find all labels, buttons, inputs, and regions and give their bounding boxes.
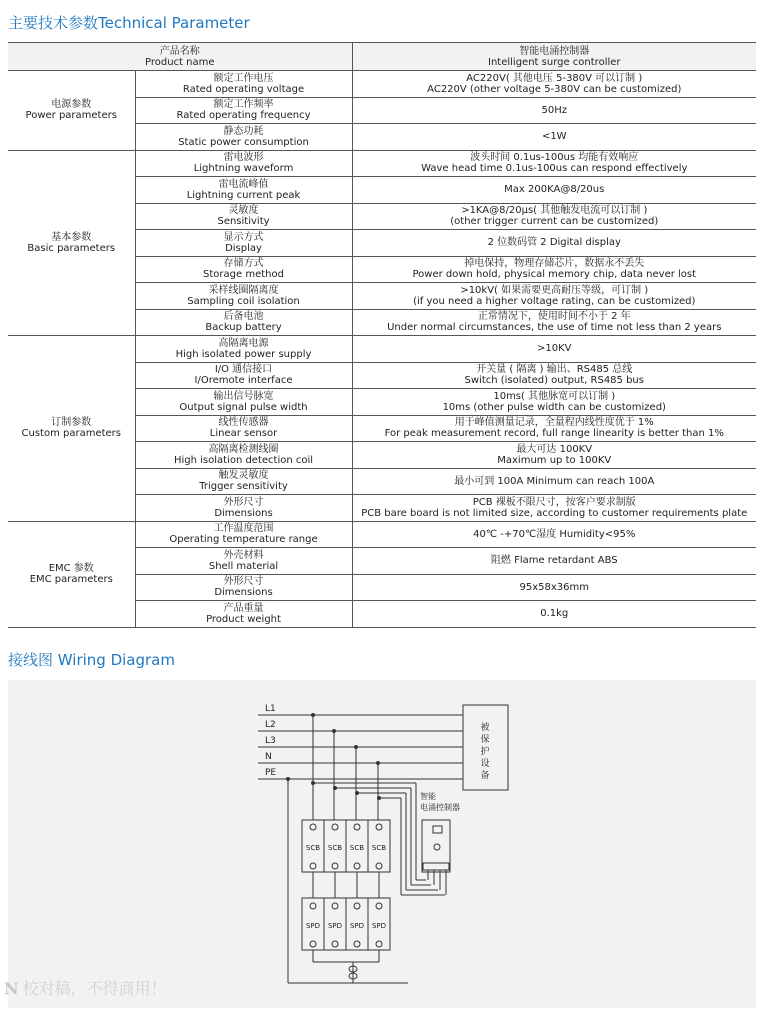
param-name: 触发灵敏度 Trigger sensitivity: [135, 468, 352, 495]
param-name: 雷电流峰值 Lightning current peak: [135, 177, 352, 204]
label-n: N: [265, 752, 272, 762]
param-name: 外壳材料 Shell material: [135, 548, 352, 575]
technical-parameter-title: 主要技术参数Technical Parameter: [8, 14, 250, 32]
protected-device-char: 被: [480, 723, 490, 733]
param-name: 额定工作频率 Rated operating frequency: [135, 97, 352, 124]
scb-label: SCB: [349, 844, 365, 852]
param-name: 外形尺寸 Dimensions: [135, 495, 352, 522]
watermark: [4, 976, 167, 999]
param-name: 输出信号脉宽 Output signal pulse width: [135, 389, 352, 416]
label-l3: L3: [265, 736, 276, 746]
table-row: [8, 336, 756, 363]
param-value: <1W: [352, 124, 756, 151]
param-name: 静态功耗 Static power consumption: [135, 124, 352, 151]
group-custom-parameters: 订制参数 Custom parameters: [8, 336, 135, 522]
watermark-text: 校对稿，不得商用！: [22, 979, 167, 998]
param-value: 10ms( 其他脉宽可以订制 ) 10ms (other pulse width can be customized): [352, 389, 756, 416]
scb-label: SCB: [305, 844, 321, 852]
protected-device-char: 护: [480, 747, 490, 757]
param-name: 工作温度范围 Operating temperature range: [135, 521, 352, 548]
param-value: 最大可达 100KV Maximum up to 100KV: [352, 442, 756, 469]
param-name: 高隔离电源 High isolated power supply: [135, 336, 352, 363]
technical-parameter-table: [8, 42, 756, 628]
label-l2: L2: [265, 720, 276, 730]
param-value: AC220V( 其他电压 5-380V 可以订制 ) AC220V (other voltage 5-380V can be customized): [352, 71, 756, 98]
scb-label: SCB: [327, 844, 343, 852]
param-value: 2 位数码管 2 Digital display: [352, 230, 756, 257]
param-value: 40℃ -+70℃湿度 Humidity<95%: [352, 521, 756, 548]
param-name: 雷电波形 Lightning waveform: [135, 150, 352, 177]
param-value: 最小可到 100A Minimum can reach 100A: [352, 468, 756, 495]
param-value: >10KV: [352, 336, 756, 363]
param-value: 波头时间 0.1us-100us 均能有效响应 Wave head time 0.1us-100us can respond effectively: [352, 150, 756, 177]
surge-controller-box: [422, 820, 450, 872]
param-name: 产品重量 Product weight: [135, 601, 352, 628]
spd-label: SPD: [305, 922, 321, 930]
param-value: 95x58x36mm: [352, 574, 756, 601]
wiring-diagram-title: 接线图 Wiring Diagram: [8, 651, 175, 669]
spd-label: SPD: [349, 922, 365, 930]
group-power-parameters: 电源参数 Power parameters: [8, 71, 135, 151]
param-value: 正常情况下，使用时间不小于 2 年 Under normal circumstances, the use of time not less than 2 years: [352, 309, 756, 336]
wiring-diagram: [8, 680, 756, 1008]
scb-label: SCB: [371, 844, 387, 852]
param-value: >10kV( 如果需要更高耐压等级，可订制 ) (if you need a higher voltage rating, can be customized): [352, 283, 756, 310]
param-name: 显示方式 Display: [135, 230, 352, 257]
watermark-logo: N: [4, 979, 19, 998]
param-value: PCB 裸板不限尺寸，按客户要求制版 PCB bare board is not limited size, according to customer requirements plate: [352, 495, 756, 522]
param-value: 掉电保持，物理存储芯片，数据永不丢失 Power down hold, physical memory chip, data never lost: [352, 256, 756, 283]
protected-device-char: 保: [480, 735, 490, 745]
spd-label: SPD: [371, 922, 387, 930]
table-row: [8, 521, 756, 548]
param-value: Max 200KA@8/20us: [352, 177, 756, 204]
group-basic-parameters: 基本参数 Basic parameters: [8, 150, 135, 336]
param-name: 存储方式 Storage method: [135, 256, 352, 283]
controller-label: 智能: [420, 792, 436, 801]
param-name: 采样线圈隔离度 Sampling coil isolation: [135, 283, 352, 310]
group-emc-parameters: EMC 参数 EMC parameters: [8, 521, 135, 627]
label-l1: L1: [265, 704, 276, 714]
param-value: 0.1kg: [352, 601, 756, 628]
param-name: 后备电池 Backup battery: [135, 309, 352, 336]
spd-label: SPD: [327, 922, 343, 930]
table-header-row: [8, 43, 756, 71]
param-name: 外形尺寸 Dimensions: [135, 574, 352, 601]
protected-device-char: 设: [480, 759, 490, 769]
protected-device-char: 备: [480, 771, 490, 781]
controller-label: 电涌控制器: [420, 803, 460, 812]
param-name: 额定工作电压 Rated operating voltage: [135, 71, 352, 98]
param-value: 开关量 ( 隔离 ) 输出、RS485 总线 Switch (isolated) output, RS485 bus: [352, 362, 756, 389]
param-value: 阻燃 Flame retardant ABS: [352, 548, 756, 575]
param-name: 高隔离检测线圈 High isolation detection coil: [135, 442, 352, 469]
wiring-diagram-svg: [8, 680, 756, 1008]
table-row: [8, 150, 756, 177]
param-value: >1KA@8/20μs( 其他触发电流可以订制 ) (other trigger current can be customized): [352, 203, 756, 230]
label-pe: PE: [265, 768, 277, 778]
header-product-value: 智能电涌控制器 Intelligent surge controller: [352, 43, 756, 71]
param-value: 用于峰值测量记录，全量程内线性度优于 1% For peak measurement record, full range linearity is better than 1%: [352, 415, 756, 442]
table-row: [8, 71, 756, 98]
header-product-name: 产品名称 Product name: [8, 43, 352, 71]
param-value: 50Hz: [352, 97, 756, 124]
param-name: 线性传感器 Linear sensor: [135, 415, 352, 442]
param-name: 灵敏度 Sensitivity: [135, 203, 352, 230]
controller-display: [433, 826, 442, 833]
param-name: I/O 通信接口 I/Oremote interface: [135, 362, 352, 389]
